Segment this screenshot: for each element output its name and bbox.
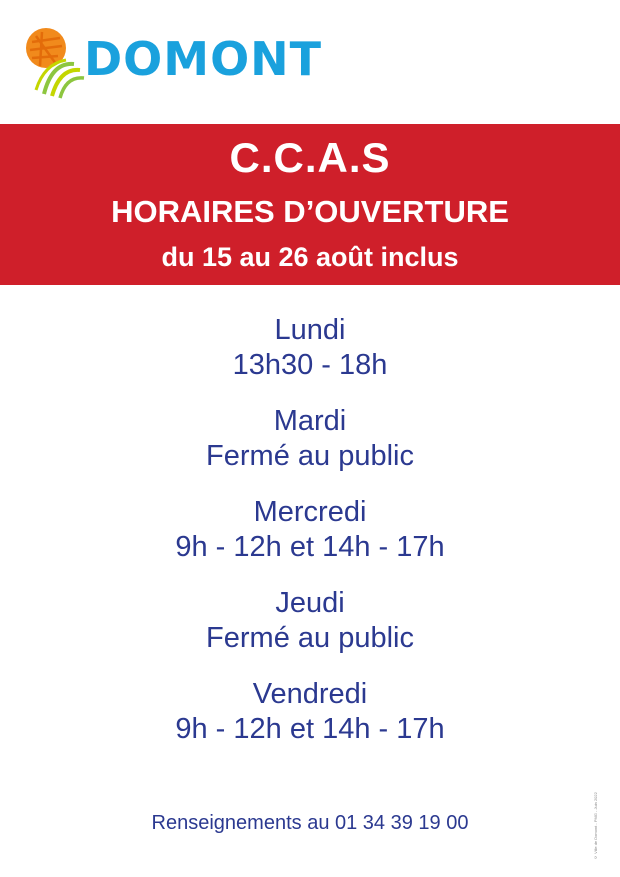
day-hours: Fermé au public (206, 440, 414, 472)
schedule-friday (0, 677, 620, 768)
day-hours: Fermé au public (206, 622, 414, 654)
schedule-tuesday (0, 404, 620, 495)
schedule-wednesday (0, 495, 620, 586)
banner-subtitle: HORAIRES D’OUVERTURE (111, 194, 509, 229)
day-label: Mercredi (253, 496, 367, 528)
day-hours: 13h30 - 18h (232, 349, 388, 381)
contact-info: Renseignements au 01 34 39 19 00 (151, 812, 469, 834)
opening-schedule (0, 313, 620, 768)
domont-emblem-icon (22, 24, 86, 100)
side-credit: © Ville de Domont - PMG - Juin 2022 (593, 792, 598, 860)
title-banner (0, 124, 620, 285)
day-label: Lundi (274, 314, 346, 346)
schedule-monday (0, 313, 620, 404)
day-label: Mardi (273, 405, 347, 437)
banner-title: C.C.A.S (229, 134, 391, 181)
day-label: Jeudi (275, 587, 345, 619)
day-label: Vendredi (252, 678, 368, 710)
schedule-thursday (0, 586, 620, 677)
day-hours: 9h - 12h et 14h - 17h (175, 531, 445, 563)
domont-logo (22, 24, 322, 100)
day-hours: 9h - 12h et 14h - 17h (175, 713, 445, 745)
logo-wordmark: DOMONT (84, 32, 323, 86)
banner-dates: du 15 au 26 août inclus (161, 242, 459, 272)
